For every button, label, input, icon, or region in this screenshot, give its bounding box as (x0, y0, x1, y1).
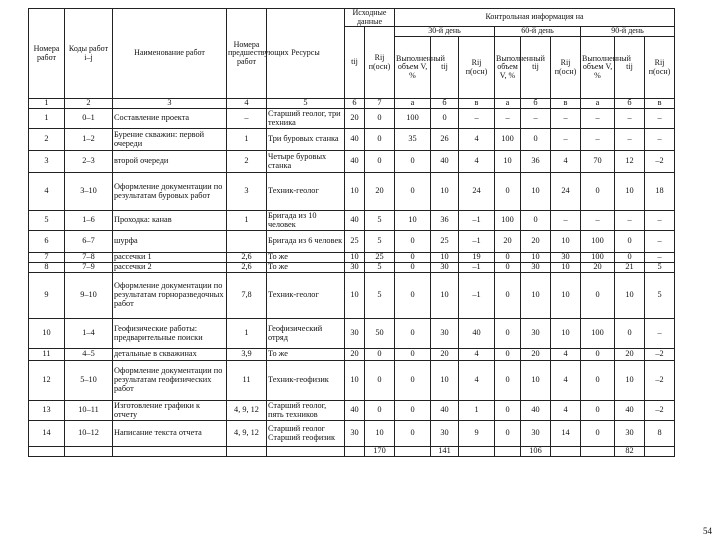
cell-res: То же (267, 253, 345, 263)
cell-t: 40 (345, 211, 365, 231)
column-number: 4 (227, 99, 267, 109)
cell-res: То же (267, 263, 345, 273)
total-empty (645, 447, 675, 457)
header-code: Коды работ i–j (65, 9, 113, 99)
cell-code: 3–10 (65, 173, 113, 211)
cell-prev: 1 (227, 129, 267, 151)
cell-b3: 0 (615, 231, 645, 253)
cell-name: Написание текста отчета (113, 421, 227, 447)
cell-r: 0 (365, 129, 395, 151)
cell-name: рассечки 2 (113, 263, 227, 273)
cell-c1: 9 (459, 421, 495, 447)
cell-a3: 70 (581, 151, 615, 173)
cell-c2: 10 (551, 263, 581, 273)
cell-b1: 36 (431, 211, 459, 231)
cell-c2: 4 (551, 361, 581, 401)
header-day30: 30-й день (395, 27, 495, 37)
cell-prev: 1 (227, 211, 267, 231)
header-day60: 60-й день (495, 27, 581, 37)
page-number: 54 (703, 526, 712, 536)
cell-name: Оформление документации по результатам буровых работ (113, 173, 227, 211)
cell-a2: 0 (495, 349, 521, 361)
cell-name: шурфа (113, 231, 227, 253)
cell-t: 20 (345, 109, 365, 129)
cell-a3: 0 (581, 421, 615, 447)
header-name: Наименование работ (113, 9, 227, 99)
cell-n: 3 (29, 151, 65, 173)
cell-b2: 36 (521, 151, 551, 173)
cell-c2: 10 (551, 273, 581, 319)
cell-code: 6–7 (65, 231, 113, 253)
cell-r: 0 (365, 361, 395, 401)
total-empty (267, 447, 345, 457)
column-number: а (581, 99, 615, 109)
cell-a2: 0 (495, 253, 521, 263)
cell-prev: 1 (227, 319, 267, 349)
cell-code: 1–6 (65, 211, 113, 231)
cell-b2: 30 (521, 263, 551, 273)
cell-b1: 25 (431, 231, 459, 253)
column-number: 1 (29, 99, 65, 109)
total-r: 170 (365, 447, 395, 457)
total-empty (395, 447, 431, 457)
cell-res: Техник-геофизик (267, 361, 345, 401)
cell-b1: 10 (431, 253, 459, 263)
cell-c1: 19 (459, 253, 495, 263)
header-t-90: tij (615, 37, 645, 99)
cell-b2: 30 (521, 421, 551, 447)
cell-n: 5 (29, 211, 65, 231)
cell-n: 12 (29, 361, 65, 401)
cell-b2: 0 (521, 129, 551, 151)
table-row (29, 129, 675, 151)
column-number: а (495, 99, 521, 109)
cell-b3: 10 (615, 273, 645, 319)
cell-b1: 26 (431, 129, 459, 151)
cell-a1: 0 (395, 349, 431, 361)
cell-name: детальные в скважинах (113, 349, 227, 361)
total-empty (345, 447, 365, 457)
cell-b3: 0 (615, 253, 645, 263)
cell-a2: 20 (495, 231, 521, 253)
table-row (29, 263, 675, 273)
cell-n: 9 (29, 273, 65, 319)
cell-prev: 2 (227, 151, 267, 173)
column-number: а (395, 99, 431, 109)
column-number: б (615, 99, 645, 109)
cell-prev: – (227, 109, 267, 129)
cell-n: 4 (29, 173, 65, 211)
column-number: 6 (345, 99, 365, 109)
cell-code: 5–10 (65, 361, 113, 401)
cell-c3: 8 (645, 421, 675, 447)
schedule-table (28, 8, 675, 457)
cell-t: 10 (345, 253, 365, 263)
cell-b2: 10 (521, 173, 551, 211)
cell-c1: –1 (459, 231, 495, 253)
cell-n: 14 (29, 421, 65, 447)
cell-a3: 100 (581, 253, 615, 263)
cell-n: 8 (29, 263, 65, 273)
header-day90: 90-й день (581, 27, 675, 37)
cell-res: Техник-геолог (267, 173, 345, 211)
cell-r: 0 (365, 401, 395, 421)
cell-c2: – (551, 211, 581, 231)
cell-c2: – (551, 129, 581, 151)
cell-n: 13 (29, 401, 65, 421)
cell-b2: – (521, 109, 551, 129)
column-number: б (521, 99, 551, 109)
cell-a3: – (581, 129, 615, 151)
cell-c1: 1 (459, 401, 495, 421)
cell-b1: 30 (431, 421, 459, 447)
cell-b1: 0 (431, 109, 459, 129)
column-number: 5 (267, 99, 345, 109)
cell-name: Оформление документации по результатам горноразведочных работ (113, 273, 227, 319)
cell-a3: – (581, 211, 615, 231)
cell-a3: 20 (581, 263, 615, 273)
cell-c1: –1 (459, 211, 495, 231)
cell-res: Старший геолог, три техника (267, 109, 345, 129)
header-r-60: Rij п(осн) (551, 37, 581, 99)
cell-code: 10–12 (65, 421, 113, 447)
cell-r: 0 (365, 109, 395, 129)
cell-name: Бурение скважин: первой очереди (113, 129, 227, 151)
cell-c2: 24 (551, 173, 581, 211)
cell-b2: 10 (521, 253, 551, 263)
cell-r: 0 (365, 349, 395, 361)
cell-a1: 0 (395, 263, 431, 273)
cell-prev: 2,6 (227, 253, 267, 263)
column-number: 2 (65, 99, 113, 109)
cell-t: 10 (345, 173, 365, 211)
cell-a3: 100 (581, 319, 615, 349)
cell-a3: 0 (581, 401, 615, 421)
header-initial: Исходные данные (345, 9, 395, 27)
header-tij: tij (345, 27, 365, 99)
table-row (29, 151, 675, 173)
cell-c3: –2 (645, 349, 675, 361)
cell-t: 30 (345, 319, 365, 349)
cell-code: 9–10 (65, 273, 113, 319)
cell-a1: 0 (395, 231, 431, 253)
cell-b1: 40 (431, 151, 459, 173)
cell-t: 40 (345, 151, 365, 173)
column-number: б (431, 99, 459, 109)
cell-prev: 4, 9, 12 (227, 421, 267, 447)
cell-name: Проходка: канав (113, 211, 227, 231)
cell-res: Старший геолог Старший геофизик (267, 421, 345, 447)
cell-name: Изготовление графики к отчету (113, 401, 227, 421)
cell-a3: 0 (581, 349, 615, 361)
cell-code: 1–2 (65, 129, 113, 151)
cell-t: 30 (345, 421, 365, 447)
table-row (29, 349, 675, 361)
total-empty (581, 447, 615, 457)
column-number: в (645, 99, 675, 109)
cell-a1: 0 (395, 421, 431, 447)
cell-b3: 40 (615, 401, 645, 421)
cell-t: 40 (345, 129, 365, 151)
cell-c2: 10 (551, 319, 581, 349)
column-number-row (29, 99, 675, 109)
cell-b3: 10 (615, 173, 645, 211)
cell-c3: – (645, 129, 675, 151)
cell-a2: – (495, 109, 521, 129)
cell-c3: – (645, 231, 675, 253)
cell-c3: – (645, 319, 675, 349)
cell-name: второй очереди (113, 151, 227, 173)
cell-prev: 2,6 (227, 263, 267, 273)
cell-c3: – (645, 253, 675, 263)
cell-n: 11 (29, 349, 65, 361)
table-row (29, 361, 675, 401)
header-prev: Номера предшествующих работ (227, 9, 267, 99)
cell-code: 4–5 (65, 349, 113, 361)
cell-res: Геофизический отряд (267, 319, 345, 349)
header-vol-90: Выполненный объем V, % (581, 37, 615, 99)
cell-c1: 40 (459, 319, 495, 349)
table-row (29, 273, 675, 319)
header-r-30: Rij п(осн) (459, 37, 495, 99)
cell-a1: 35 (395, 129, 431, 151)
cell-a1: 0 (395, 253, 431, 263)
cell-res: Четыре буровых станка (267, 151, 345, 173)
cell-r: 50 (365, 319, 395, 349)
cell-c2: 10 (551, 231, 581, 253)
cell-b3: 12 (615, 151, 645, 173)
cell-c3: – (645, 211, 675, 231)
column-number: в (551, 99, 581, 109)
cell-n: 1 (29, 109, 65, 129)
cell-b1: 40 (431, 401, 459, 421)
totals-row (29, 447, 675, 457)
cell-res: Старший геолог, пять техников (267, 401, 345, 421)
cell-c3: 5 (645, 273, 675, 319)
cell-c1: 24 (459, 173, 495, 211)
cell-code: 2–3 (65, 151, 113, 173)
cell-a3: – (581, 109, 615, 129)
cell-c1: 4 (459, 151, 495, 173)
cell-c3: –2 (645, 361, 675, 401)
column-number: в (459, 99, 495, 109)
cell-res: Три буровых станка (267, 129, 345, 151)
cell-c1: 4 (459, 349, 495, 361)
table-row (29, 231, 675, 253)
cell-b1: 30 (431, 319, 459, 349)
header-rij: Rij п(осн) (365, 27, 395, 99)
cell-name: Оформление документации по результатам геофизических работ (113, 361, 227, 401)
cell-b2: 10 (521, 273, 551, 319)
cell-a3: 0 (581, 361, 615, 401)
cell-a2: 0 (495, 173, 521, 211)
cell-r: 20 (365, 173, 395, 211)
cell-r: 10 (365, 421, 395, 447)
cell-c2: 4 (551, 349, 581, 361)
total-empty (227, 447, 267, 457)
table-row (29, 421, 675, 447)
cell-b3: 10 (615, 361, 645, 401)
cell-c3: –2 (645, 151, 675, 173)
cell-b1: 20 (431, 349, 459, 361)
cell-t: 10 (345, 361, 365, 401)
cell-prev: 4, 9, 12 (227, 401, 267, 421)
total-empty (495, 447, 521, 457)
table-row (29, 401, 675, 421)
cell-n: 6 (29, 231, 65, 253)
cell-r: 5 (365, 231, 395, 253)
cell-prev: 3,9 (227, 349, 267, 361)
cell-c2: 4 (551, 151, 581, 173)
cell-b3: 21 (615, 263, 645, 273)
cell-res: То же (267, 349, 345, 361)
cell-n: 7 (29, 253, 65, 263)
header-resources: Ресурсы (267, 9, 345, 99)
cell-a2: 100 (495, 211, 521, 231)
header-control: Контрольная информация на (395, 9, 675, 27)
cell-res: Техник-геолог (267, 273, 345, 319)
cell-b3: – (615, 109, 645, 129)
total-empty (113, 447, 227, 457)
cell-c1: 4 (459, 129, 495, 151)
cell-a2: 100 (495, 129, 521, 151)
table-row (29, 173, 675, 211)
cell-a2: 0 (495, 421, 521, 447)
cell-code: 7–9 (65, 263, 113, 273)
cell-c1: 4 (459, 361, 495, 401)
cell-b1: 10 (431, 273, 459, 319)
cell-name: Геофизические работы: предварительные поиски (113, 319, 227, 349)
cell-a1: 0 (395, 361, 431, 401)
cell-c1: –1 (459, 273, 495, 319)
total-b2: 106 (521, 447, 551, 457)
cell-a1: 0 (395, 273, 431, 319)
total-empty (459, 447, 495, 457)
cell-t: 20 (345, 349, 365, 361)
cell-prev: 11 (227, 361, 267, 401)
header-num: Номера работ (29, 9, 65, 99)
cell-code: 0–1 (65, 109, 113, 129)
cell-n: 2 (29, 129, 65, 151)
cell-a2: 0 (495, 319, 521, 349)
cell-code: 10–11 (65, 401, 113, 421)
cell-a2: 0 (495, 263, 521, 273)
cell-name: Составление проекта (113, 109, 227, 129)
header-r-90: Rij п(осн) (645, 37, 675, 99)
cell-b3: – (615, 211, 645, 231)
header-t-60: tij (521, 37, 551, 99)
cell-res: Бригада из 6 человек (267, 231, 345, 253)
cell-c2: 30 (551, 253, 581, 263)
cell-a3: 0 (581, 273, 615, 319)
cell-name: рассечки 1 (113, 253, 227, 263)
total-empty (65, 447, 113, 457)
cell-a1: 0 (395, 401, 431, 421)
table-row (29, 109, 675, 129)
table-row (29, 319, 675, 349)
total-b3: 82 (615, 447, 645, 457)
cell-b3: 20 (615, 349, 645, 361)
cell-t: 40 (345, 401, 365, 421)
cell-b2: 20 (521, 231, 551, 253)
cell-b2: 10 (521, 361, 551, 401)
cell-a2: 10 (495, 151, 521, 173)
cell-prev (227, 231, 267, 253)
column-number: 3 (113, 99, 227, 109)
cell-t: 10 (345, 273, 365, 319)
cell-a1: 10 (395, 211, 431, 231)
cell-c2: – (551, 109, 581, 129)
cell-prev: 7,8 (227, 273, 267, 319)
cell-c2: 4 (551, 401, 581, 421)
cell-code: 1–4 (65, 319, 113, 349)
cell-a1: 100 (395, 109, 431, 129)
cell-a1: 0 (395, 151, 431, 173)
cell-b2: 0 (521, 211, 551, 231)
cell-b1: 30 (431, 263, 459, 273)
cell-b3: – (615, 129, 645, 151)
cell-prev: 3 (227, 173, 267, 211)
total-empty (551, 447, 581, 457)
cell-t: 30 (345, 263, 365, 273)
cell-b1: 10 (431, 173, 459, 211)
header-t-30: tij (431, 37, 459, 99)
cell-b2: 30 (521, 319, 551, 349)
cell-c1: –1 (459, 263, 495, 273)
cell-r: 5 (365, 211, 395, 231)
cell-a2: 0 (495, 361, 521, 401)
cell-a3: 0 (581, 173, 615, 211)
cell-c2: 14 (551, 421, 581, 447)
header-vol-30: Выполненный объем V, % (395, 37, 431, 99)
cell-b2: 20 (521, 349, 551, 361)
total-b1: 141 (431, 447, 459, 457)
cell-r: 5 (365, 273, 395, 319)
cell-r: 0 (365, 151, 395, 173)
cell-b3: 30 (615, 421, 645, 447)
cell-a3: 100 (581, 231, 615, 253)
cell-c1: – (459, 109, 495, 129)
cell-a1: 0 (395, 319, 431, 349)
cell-r: 5 (365, 263, 395, 273)
total-empty (29, 447, 65, 457)
cell-b3: 0 (615, 319, 645, 349)
table-row (29, 253, 675, 263)
cell-b2: 40 (521, 401, 551, 421)
table-row (29, 211, 675, 231)
header-vol-60: Выполненный объем V, % (495, 37, 521, 99)
cell-res: Бригада из 10 человек (267, 211, 345, 231)
cell-a1: 0 (395, 173, 431, 211)
cell-c3: 18 (645, 173, 675, 211)
cell-a2: 0 (495, 273, 521, 319)
column-number: 7 (365, 99, 395, 109)
cell-c3: –2 (645, 401, 675, 421)
cell-c3: – (645, 109, 675, 129)
cell-t: 25 (345, 231, 365, 253)
cell-code: 7–8 (65, 253, 113, 263)
cell-r: 25 (365, 253, 395, 263)
cell-n: 10 (29, 319, 65, 349)
cell-c3: 5 (645, 263, 675, 273)
cell-a2: 0 (495, 401, 521, 421)
cell-b1: 10 (431, 361, 459, 401)
